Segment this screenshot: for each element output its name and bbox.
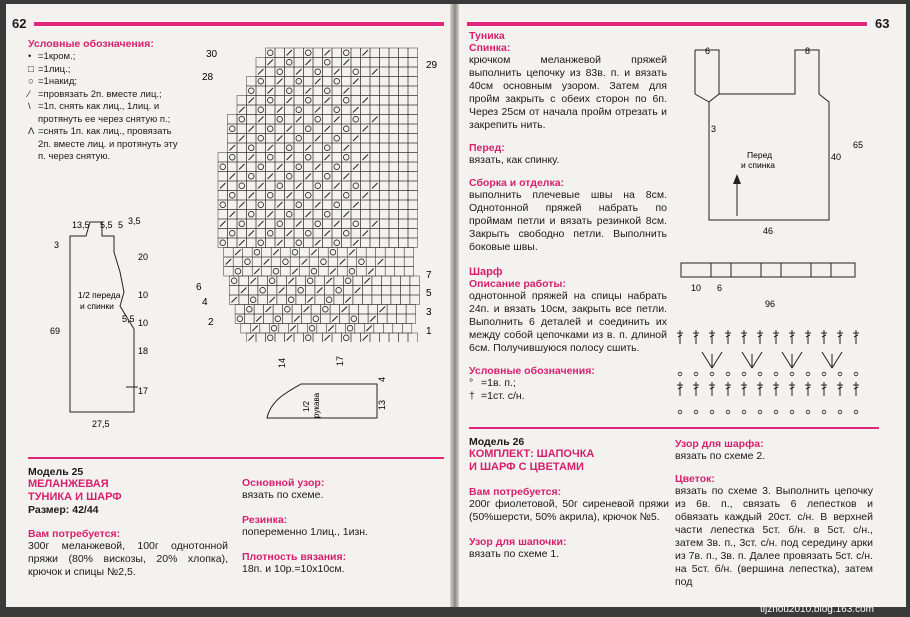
dim-label: 40 [831,152,842,162]
dim-label: 8 [805,46,811,56]
assembly-text: выполнить плечевые швы на 8см. Однотонной пряжей набрать по проймам петли и вязать резинкой 8см. Закрыть свободно петли. Выполнить боковые швы. [469,189,667,253]
dim-label: 5,5 [100,220,113,230]
model-size: Размер: 42/44 [28,504,99,516]
row-label: 5 [426,288,432,299]
need-title: Вам потребуется: [28,528,121,540]
row-label: 29 [426,60,438,71]
legend-text: =1кром.; [38,51,76,62]
row-label: 4 [202,297,208,308]
legend-symbol: ○ [28,76,34,87]
row-label: 6 [196,282,202,293]
legend-text: =1накид; [38,76,78,87]
chart-grid [218,48,419,342]
section-title: Сборка и отделка: [469,177,565,189]
dim-label: 10 [138,290,149,300]
dim-label: 69 [50,326,61,336]
pattern-text: вязать по схеме. [242,489,324,501]
model-heading: Модель 25 [28,466,84,478]
dim-label: 27,5 [92,419,110,429]
legend-text: =1лиц.; [38,63,71,75]
model-title: КОМПЛЕКТ: ШАПОЧКА [469,448,595,460]
hat-title: Узор для шапочки: [469,536,567,548]
front-schematic [677,34,877,244]
legend-symbol: Λ [28,126,35,137]
legend-symbol: † [469,390,475,402]
left-page-number: 62 [12,16,27,31]
schematic-label: и спинки [80,301,114,311]
page-gutter [450,4,459,607]
schematic-label: и спинка [741,160,776,170]
section-rule [469,427,879,429]
dim-label: 14 [277,357,287,368]
row-label: 1 [426,326,432,337]
legend-symbol: ⁄ [28,88,30,100]
section-title: Условные обозначения: [469,365,595,377]
legend-text: =снять 1п. как лиц., провязать 2п. вместе лиц. и протянуть эту п. через снятую. [38,126,178,162]
row-label: 7 [426,270,432,281]
dim-label: 65 [853,140,864,150]
header-rule [467,22,867,26]
section-title: Описание работы: [469,278,566,290]
rib-title: Резинка: [242,514,288,526]
need-title: Вам потребуется: [469,486,562,498]
dim-label: 5 [118,220,124,230]
pattern-title: Основной узор: [242,477,325,489]
dim-label: 18 [138,346,149,356]
dim-label: 46 [763,226,774,236]
model26-block [469,436,669,561]
model-heading: Модель 26 [469,436,525,448]
flower-text: вязать по схеме 3. Выполнить цепочку из 6в. п., связать 6 лепестков и обвязать каждый 20ст. с/н. В верхней части лепестка 5ст. б/н. в 5ст. с/н., затем 3в. п., 3ст. с/н. под середину арки из 7в. п., 3в. п. Далее провязать 5ст. с/н. на 5ст. б/н. (вершина лепестка), затем под [675,485,873,588]
dim-label: 5,5 [122,314,135,324]
knitting-chart [158,42,443,342]
legend-symbol: \ [28,101,31,112]
hat-text: вязать по схеме 1. [469,548,560,560]
dim-label: 3,5 [128,216,141,226]
front-text: вязать, как спинку. [469,154,560,166]
model25-specs [242,477,442,576]
need-text: 300г меланжевой, 100г однотонной пряжи (80% вискозы, 20% хлопка), крючок и спицы №2,5. [28,540,228,578]
model25-block [28,466,228,579]
schematic-label: рукава [312,392,321,418]
section-rule [28,457,444,459]
legend-text: =1п. снять как лиц., 1лиц. и протянуть ее через снятую п.; [38,101,171,125]
schematic-label: 1/2 переда [78,290,121,300]
rib-text: попеременно 1лиц., 1изн. [242,526,368,538]
model-title: МЕЛАНЖЕВАЯ [28,478,109,490]
dim-label: 96 [765,299,776,309]
row-label: 3 [426,307,432,318]
dim-label: 13 [377,399,387,410]
flower-title: Цветок: [675,473,715,485]
crochet-diagram [674,324,874,424]
gauge-title: Плотность вязания: [242,551,347,563]
need-text: 200г фиолетовой, 50г сиреневой пряжи (50%шерсти, 50% акрила), крючок №5. [469,498,669,523]
legend-symbol: ° [469,377,474,389]
gauge-text: 18п. и 10р.=10х10см. [242,563,345,575]
legend-title: Условные обозначения: [28,38,154,50]
legend-item [469,377,667,390]
dim-label: 3 [711,124,717,134]
tunic-schematic [28,214,168,429]
crochet-marks [677,330,859,414]
legend-symbol: □ [28,63,34,75]
row-label: 28 [202,72,214,83]
model-title: И ШАРФ С ЦВЕТАМИ [469,461,584,473]
scarf-pattern-text: вязать по схеме 2. [675,450,766,462]
section-title: Перед: [469,142,505,154]
model26-details [675,438,873,589]
dim-label: 3 [54,240,60,250]
dim-label: 17 [138,386,149,396]
section-title: Туника [469,30,505,42]
dim-label: 13,5 [72,220,90,230]
section-title: Шарф [469,266,503,278]
legend-text: =1в. п.; [481,377,516,389]
dim-label: 17 [335,355,345,366]
row-label: 2 [208,317,214,328]
left-page [6,4,450,607]
dim-label: 6 [705,46,711,56]
dim-label: 20 [138,252,149,262]
model-title: ТУНИКА И ШАРФ [28,491,122,503]
legend-text: =провязать 2п. вместе лиц.; [38,88,162,100]
dim-label: 10 [138,318,149,328]
watermark: tljzhou2010.blog.163.com [760,604,874,615]
legend-text: =1ст. с/н. [481,390,525,402]
dim-label: 4 [377,376,387,382]
legend-item [469,390,667,403]
dim-label: 10 [691,283,702,293]
header-rule [34,22,444,26]
schematic-label: Перед [747,150,773,160]
row-label: 30 [206,49,218,60]
tunic-instructions [469,30,667,403]
back-text: крючком меланжевой пряжей выполнить цепочку из 83в. п. и вязать 40см основным узором. Затем для пройм закрыть с обеих сторон по 6п. Через 25см от начала пройм отрезать и закрепить нить. [469,54,667,131]
sleeve-schematic [261,352,401,427]
right-page-number: 63 [875,16,890,31]
schematic-label: 1/2 [302,400,311,412]
right-page [459,4,906,607]
dim-label: 6 [717,283,723,293]
scarf-schematic [677,259,877,319]
scarf-text: однотонной пряжей на спицы набрать 24п. и вязать 10см, закрыть все петли. Выполнить 6 деталей и соединить их между собой цепочками из в. п. длиной 6см. Получившуюся полосу сшить. [469,290,667,354]
scarf-pattern-title: Узор для шарфа: [675,438,764,450]
section-title: Спинка: [469,42,511,54]
legend-symbol: • [28,51,32,62]
